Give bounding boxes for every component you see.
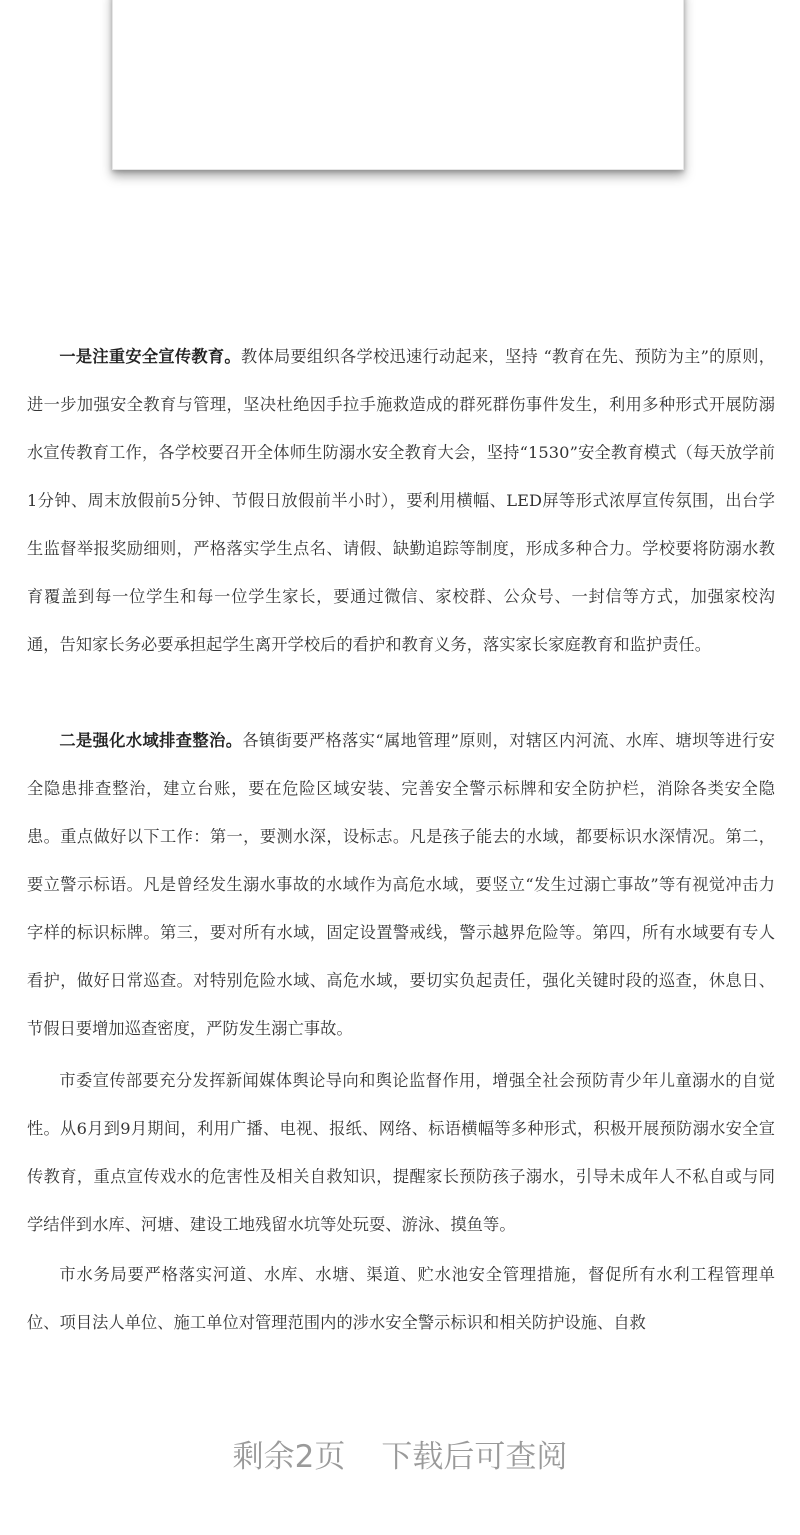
paragraph-publicity-department xyxy=(27,1057,775,1249)
download-prompt[interactable] xyxy=(0,1433,800,1481)
paragraph-text: 市委宣传部要充分发挥新闻媒体舆论导向和舆论监督作用，增强全社会预防青少年儿童溺水的自觉性。从6月到9月期间，利用广播、电视、报纸、网络、标语横幅等多种形式，积极开展预防溺水安全宣传教育，重点宣传戏水的危害性及相关自救知识，提醒家长预防孩子溺水，引导未成年人不私自或与同学结伴到水库、河塘、建设工地残留水坑等处玩耍、游泳、摸鱼等。 xyxy=(27,1071,775,1234)
paragraph-lead: 二是强化水域排查整治。 xyxy=(59,731,243,750)
paragraph-text: 教体局要组织各学校迅速行动起来，坚持 “教育在先、预防为主”的原则，进一步加强安全教育与管理，坚决杜绝因手拉手施救造成的群死群伤事件发生，利用多种形式开展防溺水宣传教育工作，各学校要召开全体师生防溺水安全教育大会，坚持“1530”安全教育模式（每天放学前1分钟、周末放假前5分钟、节假日放假前半小时），要利用横幅、LED屏等形式浓厚宣传氛围，出台学生监督举报奖励细则，严格落实学生点名、请假、缺勤追踪等制度，形成多种合力。学校要将防溺水教育覆盖到每一位学生和每一位学生家长，要通过微信、家校群、公众号、一封信等方式，加强家校沟通，告知家长务必要承担起学生离开学校后的看护和教育义务，落实家长家庭教育和监护责任。 xyxy=(27,347,775,654)
paragraph-safety-education xyxy=(27,333,775,717)
download-to-view-label[interactable]: 下载后可查阅 xyxy=(381,1439,568,1475)
paragraph-text: 各镇街要严格落实“属地管理”原则，对辖区内河流、水库、塘坝等进行安全隐患排查整治，建立台账，要在危险区域安装、完善安全警示标牌和安全防护栏，消除各类安全隐患。重点做好以下工作：第一，要测水深，设标志。凡是孩子能去的水域，都要标识水深情况。第二，要立警示标语。凡是曾经发生溺水事故的水域作为高危水域，要竖立“发生过溺亡事故”等有视觉冲击力字样的标识标牌。第三，要对所有水域，固定设置警戒线，警示越界危险等。第四，所有水域要有专人看护，做好日常巡查。对特别危险水域、高危水域，要切实负起责任，强化关键时段的巡查，休息日、节假日要增加巡查密度，严防发生溺亡事故。 xyxy=(27,731,775,1038)
previous-page-preview xyxy=(112,0,684,170)
paragraph-lead: 一是注重安全宣传教育。 xyxy=(59,347,241,366)
paragraph-water-bureau xyxy=(27,1251,775,1347)
document-body xyxy=(27,333,775,1347)
remaining-pages-label: 剩余2页 xyxy=(232,1439,346,1475)
paragraph-text: 市水务局要严格落实河道、水库、水塘、渠道、贮水池安全管理措施，督促所有水利工程管理单位、项目法人单位、施工单位对管理范围内的涉水安全警示标识和相关防护设施、自救 xyxy=(27,1265,775,1332)
paragraph-water-inspection xyxy=(27,717,775,1053)
